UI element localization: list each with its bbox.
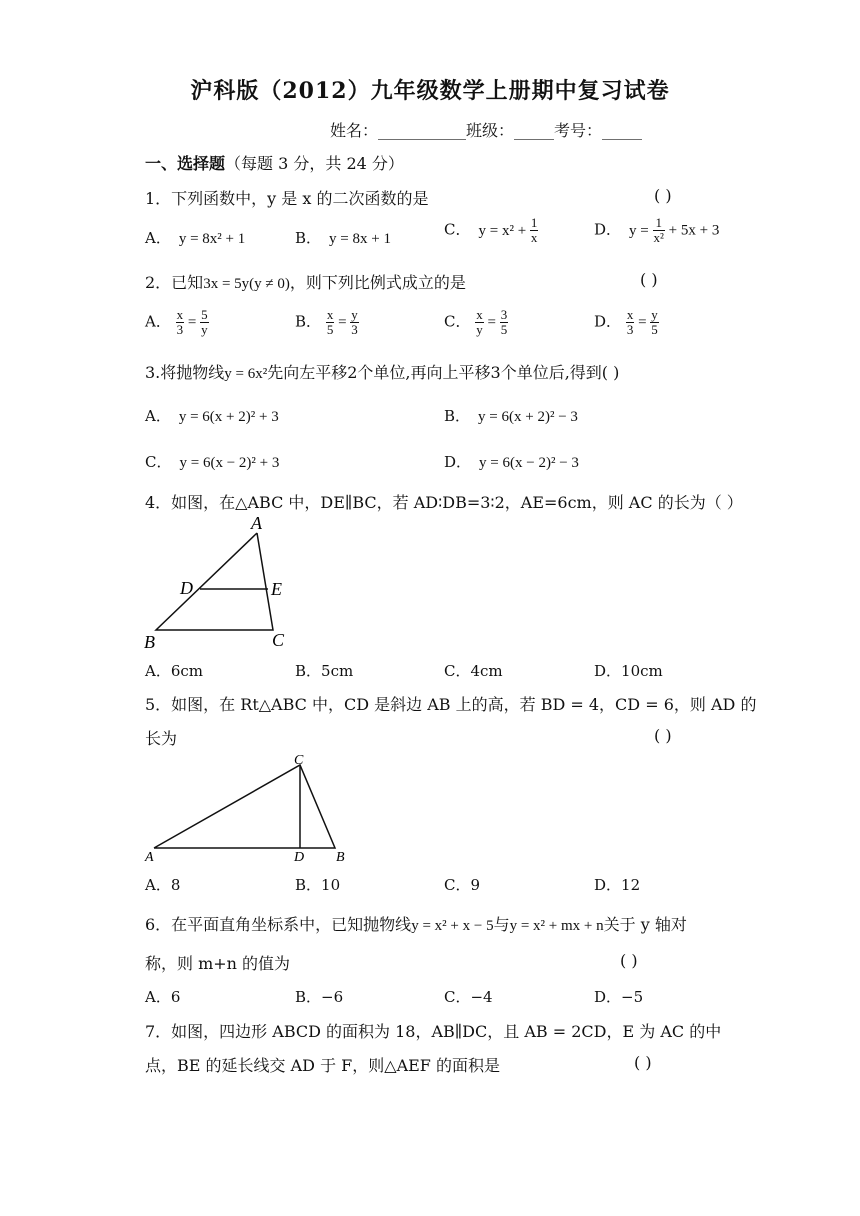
- question-5-bracket: ( ): [654, 726, 672, 745]
- q1-option-c: C． y = x² + $\frac{1}{x}$: [444, 215, 538, 245]
- q6-option-b: B．−6: [295, 988, 344, 1006]
- q4-option-c: C．4cm: [444, 662, 503, 680]
- q5-option-a: A．8: [145, 876, 181, 894]
- q3-stem-math: y = 6x²: [224, 366, 268, 382]
- question-5-stem-cont: 长为: [145, 729, 178, 748]
- q2-option-a: A． $\frac{x}{3}$ = $\frac{5}{y}$: [145, 307, 208, 337]
- q1-option-a-math: y = 8x² + 1: [178, 231, 246, 247]
- q1-option-a: A． y = 8x² + 1: [145, 229, 246, 247]
- label-c: C: [294, 753, 304, 768]
- question-1-stem: 1．下列函数中，y 是 x 的二次函数的是: [145, 189, 429, 208]
- question-6-stem-cont: 称，则 m+n 的值为: [145, 954, 291, 973]
- q1-option-b-math: y = 8x + 1: [329, 231, 391, 247]
- q2-option-d: D． $\frac{x}{3}$ = $\frac{y}{5}$: [594, 307, 658, 337]
- page-title: 沪科版（2012）九年级数学上册期中复习试卷: [190, 78, 670, 104]
- q6-option-d: D．−5: [594, 988, 644, 1006]
- q4-option-b: B．5cm: [295, 662, 354, 680]
- q1-option-b: B． y = 8x + 1: [295, 229, 391, 247]
- q6-math-1: y = x² + x − 5: [411, 918, 494, 934]
- question-7-stem: 7．如图，四边形 ABCD 的面积为 18，AB∥DC，且 AB = 2CD，E 为 AC 的中: [145, 1022, 722, 1041]
- label-e: E: [271, 579, 282, 599]
- q1-option-d-fraction: $\frac{1}{\text{x²}}$: [653, 215, 664, 245]
- q6-option-c: C．−4: [444, 988, 493, 1006]
- right-triangle-outline: [154, 765, 335, 848]
- question-2-bracket: ( ): [640, 270, 658, 289]
- q2-option-b: B． $\frac{x}{5}$ = $\frac{y}{3}$: [295, 307, 358, 337]
- q3-option-d: D． y = 6(x − 2)² − 3: [444, 453, 579, 471]
- label-a: A: [251, 513, 262, 533]
- q3-option-c: C． y = 6(x − 2)² + 3: [145, 453, 280, 471]
- question-3-stem: 3.将抛物线y = 6x²先向左平移2个单位,再向上平移3个单位后,得到( ): [145, 363, 620, 382]
- q4-option-d: D．10cm: [594, 662, 663, 680]
- q6-option-a: A．6: [145, 988, 181, 1006]
- question-2-stem: 2．已知3x = 5y(y ≠ 0)，则下列比例式成立的是: [145, 273, 466, 292]
- question-4-stem: 4．如图，在△ABC 中，DE∥BC，若 AD∶DB=3∶2，AE=6cm，则 AC 的长为（ ）: [145, 493, 743, 512]
- q3-option-b: B． y = 6(x + 2)² − 3: [444, 407, 578, 425]
- label-a: A: [145, 850, 154, 865]
- q5-option-c: C．9: [444, 876, 481, 894]
- question-6-bracket: ( ): [620, 951, 638, 970]
- right-triangle-figure: [140, 750, 360, 866]
- student-info-line: 姓名：___________班级：_____考号：_____: [330, 121, 643, 140]
- label-b: B: [336, 850, 345, 865]
- question-1-bracket: ( ): [654, 186, 672, 205]
- q1-option-c-fraction: $\frac{1}{x}$: [530, 215, 538, 245]
- q6-math-2: y = x² + mx + n: [509, 918, 604, 934]
- triangle-abc-outline: [156, 533, 273, 630]
- label-c: C: [272, 630, 285, 650]
- q1-option-d: D． y = $\frac{1}{\text{x²}}$ + 5x + 3: [594, 215, 720, 245]
- label-d: D: [180, 578, 193, 598]
- q5-option-d: D．12: [594, 876, 641, 894]
- q3-option-a: A． y = 6(x + 2)² + 3: [145, 407, 279, 425]
- section-note: （每题 3 分，共 24 分）: [225, 154, 404, 173]
- label-d: D: [294, 850, 305, 865]
- question-7-stem-cont: 点，BE 的延长线交 AD 于 F，则△AEF 的面积是: [145, 1056, 500, 1075]
- question-7-bracket: ( ): [634, 1053, 652, 1072]
- q2-option-c: C． $\frac{x}{y}$ = $\frac{3}{5}$: [444, 307, 508, 337]
- section-heading: [145, 151, 404, 174]
- question-6-stem: 6．在平面直角坐标系中，已知抛物线y = x² + x − 5与y = x² + mx + n关于 y 轴对: [145, 915, 687, 934]
- triangle-abc-figure: [140, 512, 300, 652]
- label-b: B: [144, 632, 155, 652]
- question-5-stem: 5．如图，在 Rt△ABC 中，CD 是斜边 AB 上的高，若 BD = 4，CD = 6，则 AD 的: [145, 695, 757, 714]
- q2-stem-math: 3x = 5y(y ≠ 0): [203, 276, 290, 292]
- section-title: 一、选择题: [145, 154, 226, 173]
- q4-option-a: A．6cm: [145, 662, 204, 680]
- q5-option-b: B．10: [295, 876, 341, 894]
